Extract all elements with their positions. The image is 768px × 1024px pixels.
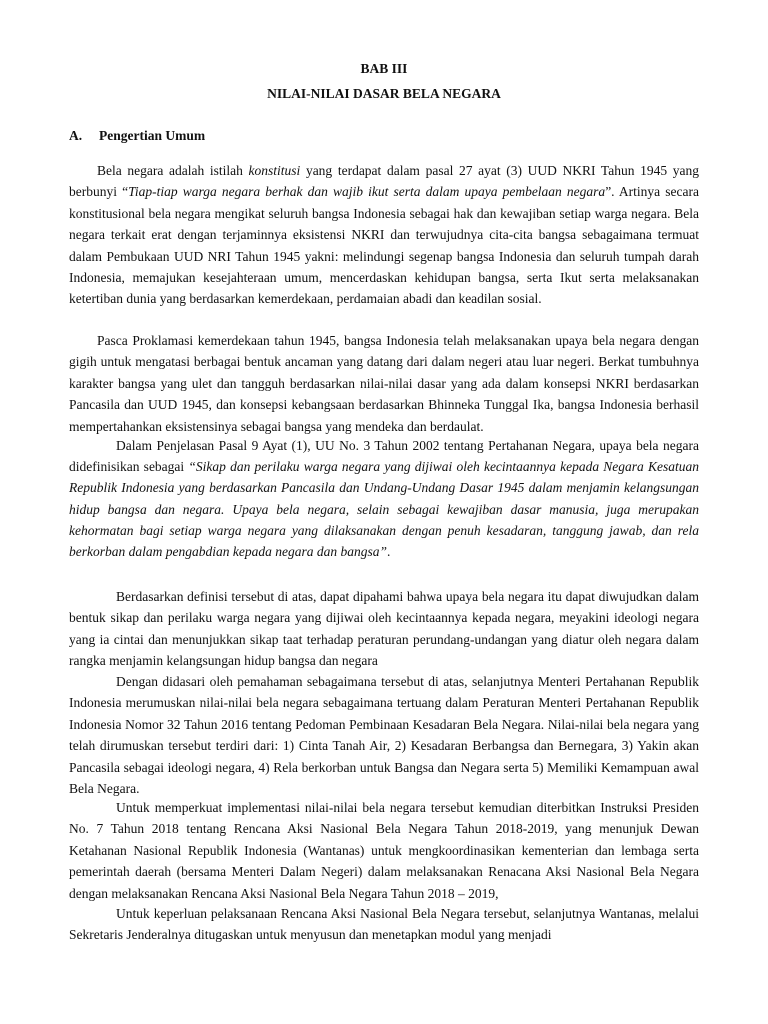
paragraph-2-text: Pasca Proklamasi kemerdekaan tahun 1945, bangsa Indonesia telah melaksanakan upaya bela negara dengan gigih untuk mengatasi berbagai bentuk ancaman yang datang dari dalam negeri atau luar negeri. Berkat tumbuhnya karakter bangsa yang ulet dan tangguh berdasarkan nilai-nilai dasar yang ada dalam konsepsi NKRI berdasarkan Pancasila dan UUD 1945, dan konsepsi kebangsaan berdasarkan Bhinneka Tunggal Ika, bangsa Indonesia berhasil mempertahankan eksistensinya sebagai bangsa yang mendeka dan berdaulat. xyxy=(69,333,699,434)
section-marker: A. xyxy=(69,128,83,143)
paragraph-1-text-c: yang terdapat dalam pasal 27 ayat (3) UUD NKRI Tahun 1945 yang berbunyi “ xyxy=(69,163,699,200)
paragraph-3 xyxy=(69,435,699,562)
paragraph-3-text-a: Dalam Penjelasan Pasal 9 Ayat (1), UU No. 3 Tahun 2002 tentang Pertahanan Negara, upaya bela negara didefinisikan sebagai xyxy=(69,438,699,475)
paragraph-6 xyxy=(69,797,699,904)
paragraph-2 xyxy=(69,330,699,437)
paragraph-4-text: Berdasarkan definisi tersebut di atas, dapat dipahami bahwa upaya bela negara itu dapat diwujudkan dalam bentuk sikap dan perilaku warga negara yang dijiwai oleh kecintaannya kepada negara, meyakini ideologi negara yang ia cintai dan menunjukkan sikap taat terhadap peraturan perundang-undangan yang diatur oleh negara dalam rangka menjamin kelangsungan hidup bangsa dan negara xyxy=(69,589,699,669)
section-heading xyxy=(69,128,205,144)
paragraph-1-quote: Tiap-tiap warga negara berhak dan wajib ikut serta dalam upaya pembelaan negara xyxy=(128,184,606,200)
paragraph-4 xyxy=(69,586,699,672)
section-title: Pengertian Umum xyxy=(99,128,206,143)
paragraph-3-text-c: . xyxy=(386,544,391,560)
chapter-title: NILAI-NILAI DASAR BELA NEGARA xyxy=(267,86,501,101)
paragraph-6-text: Untuk memperkuat implementasi nilai-nilai bela negara tersebut kemudian diterbitkan Instruksi Presiden No. 7 Tahun 2018 tentang Rencana Aksi Nasional Bela Negara Tahun 2018-2019, yang menunjuk Dewan Ketahanan Nasional Republik Indonesia (Wantanas) untuk mengkoordinasikan kementerian dan lembaga serta pemerintah daerah (bersama Menteri Dalam Negeri) dalam melaksanakan Renacana Aksi Nasional Bela Negara dengan melaksanakan Rencana Aksi Nasional Bela Negara Tahun 2018 – 2019, xyxy=(69,800,699,901)
paragraph-3-quote: “Sikap dan perilaku warga negara yang dijiwai oleh kecintaannya kepada Negara Kesatuan Republik Indonesia yang berdasarkan Pancasila dan Undang-Undang Dasar 1945 dalam menjamin kelangsungan hidup bangsa dan negara. Upaya bela negara, selain sebagai kewajiban dasar manusia, juga merupakan kehormatan bagi setiap warga negara yang dilaksanakan dengan penuh kesadaran, tanggung jawab, dan rela berkorban dalam pengabdian kepada negara dan bangsa” xyxy=(69,459,699,560)
chapter-number: BAB III xyxy=(360,61,408,76)
paragraph-1-text-e: ”. Artinya secara konstitusional bela negara mengikat seluruh bangsa Indonesia sebagai hak dan kewajiban setiap warga negara. Bela negara terkait erat dengan terjaminnya eksistensi NKRI dan terwujudnya cita-cita bangsa sebagaimana termuat dalam Pembukaan UUD NRI Tahun 1945 yakni: melindungi segenap bangsa Indonesia dan seluruh tumpah darah Indonesia, memajukan kesejahteraan umum, mencerdaskan kehidupan bangsa, serta Ikut serta melaksanakan ketertiban dunia yang berdasarkan kemerdekaan, perdamaian abadi dan keadilan sosial. xyxy=(69,184,700,307)
paragraph-1-text-a: Bela negara adalah istilah xyxy=(97,163,249,178)
paragraph-7-text: Untuk keperluan pelaksanaan Rencana Aksi Nasional Bela Negara tersebut, selanjutnya Wantanas, melalui Sekretaris Jenderalnya ditugaskan untuk menyusun dan menetapkan modul yang menjadi xyxy=(69,906,699,943)
paragraph-7 xyxy=(69,903,699,946)
paragraph-1-term: konstitusi xyxy=(248,163,301,178)
paragraph-5 xyxy=(69,671,699,799)
paragraph-5-text: Dengan didasari oleh pemahaman sebagaimana tersebut di atas, selanjutnya Menteri Pertahanan Republik Indonesia merumuskan nilai-nilai bela negara sebagaimana tertuang dalam Peraturan Menteri Pertahanan Republik Indonesia Nomor 32 Tahun 2016 tentang Pedoman Pembinaan Kesadaran Bela Negara. Nilai-nilai bela negara yang telah dirumuskan tersebut terdiri dari: 1) Cinta Tanah Air, 2) Kesadaran Berbangsa dan Bernegara, 3) Yakin akan Pancasila sebagai ideologi negara, 4) Rela berkorban untuk Bangsa dan Negara serta 5) Memiliki Kemampuan awal Bela Negara. xyxy=(69,674,699,797)
paragraph-1 xyxy=(69,160,699,310)
